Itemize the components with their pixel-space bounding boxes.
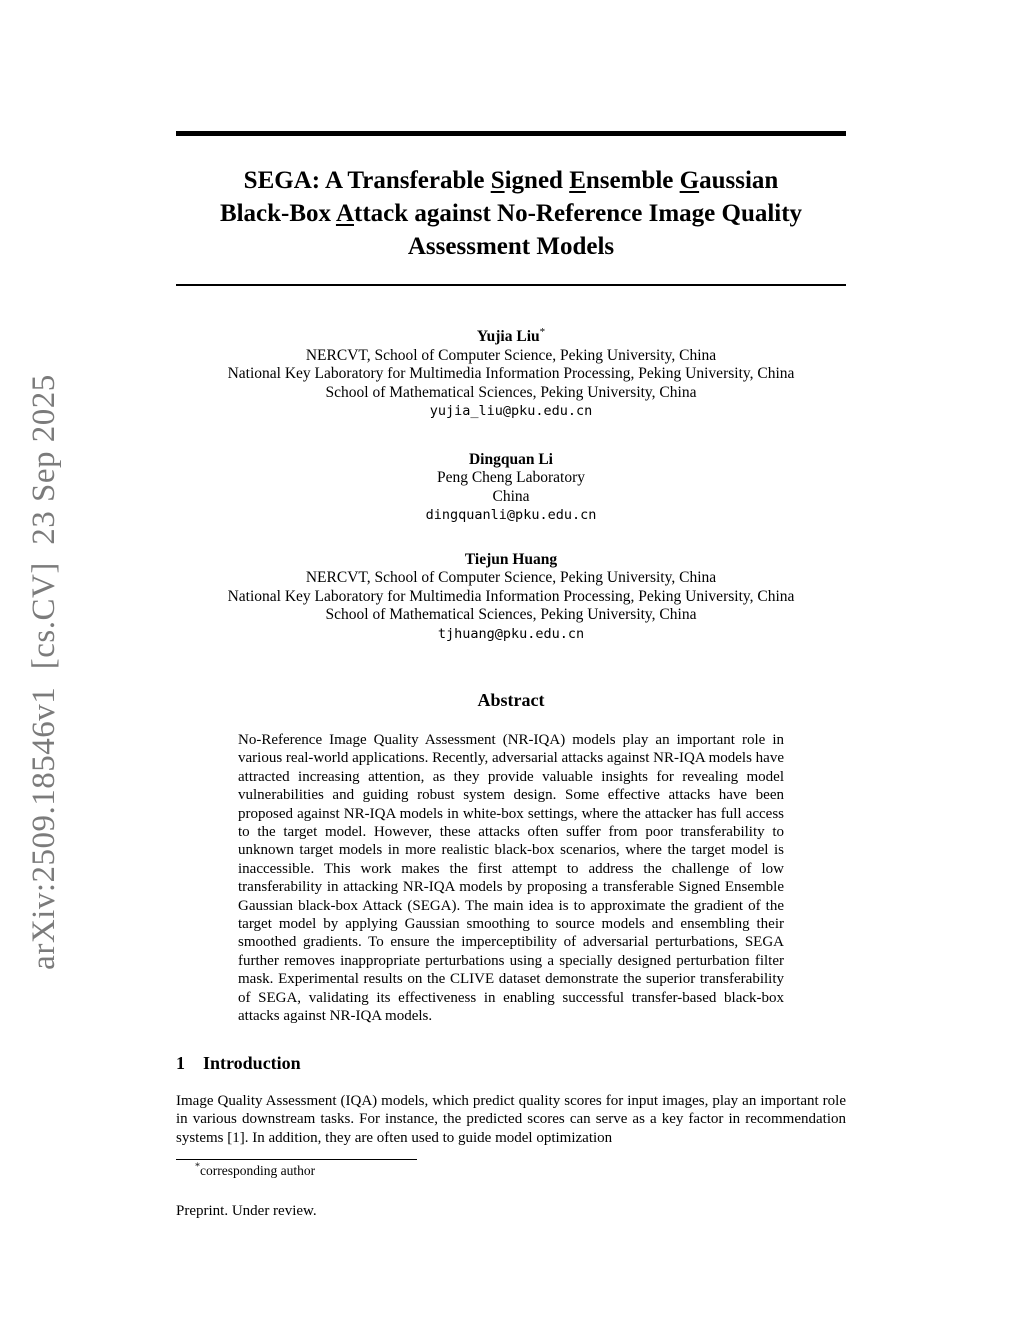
title-line-1 bbox=[176, 164, 846, 197]
section-title-text: Introduction bbox=[203, 1052, 301, 1073]
title-bottom-rule bbox=[176, 284, 846, 286]
corresponding-author-mark: * bbox=[539, 325, 546, 338]
title-text: aussian bbox=[699, 167, 779, 194]
paper-title bbox=[176, 164, 846, 263]
abstract-heading: Abstract bbox=[477, 690, 545, 710]
introduction-paragraph: Image Quality Assessment (IQA) models, which predict quality scores for input images, play an important role in various downstream tasks. For instance, the predicted scores can serve as a key factor in recommendation systems [1]. In addition, they are often used to guide model optimization bbox=[176, 1092, 846, 1146]
author-affiliation: School of Mathematical Sciences, Peking University, China bbox=[325, 383, 697, 401]
author-email: tjhuang@pku.edu.cn bbox=[437, 625, 585, 642]
title-text: Black-Box bbox=[219, 200, 336, 227]
author-name bbox=[176, 551, 846, 570]
author-name-text: Dingquan Li bbox=[468, 450, 553, 468]
title-underlined-letter: G bbox=[679, 167, 700, 194]
author-block-yujia-liu bbox=[176, 325, 846, 421]
title-text: SEGA: A Transferable bbox=[243, 167, 491, 194]
footnote-rule bbox=[176, 1159, 417, 1160]
title-text: nsemble bbox=[585, 167, 680, 194]
title-line-2 bbox=[176, 197, 846, 230]
title-text: Assessment Models bbox=[407, 233, 615, 260]
author-email: dingquanli@pku.edu.cn bbox=[425, 507, 597, 523]
title-underlined-letter: S bbox=[490, 167, 505, 194]
author-affiliation: National Key Laboratory for Multimedia Information Processing, Peking University, China bbox=[227, 587, 795, 605]
author-affiliation: School of Mathematical Sciences, Peking University, China bbox=[325, 606, 697, 623]
paper-page bbox=[176, 0, 846, 1221]
author-affiliation: NERCVT, School of Computer Science, Peking University, China bbox=[305, 569, 717, 586]
author-name-text: Tiejun Huang bbox=[464, 550, 558, 568]
section-number: 1 bbox=[176, 1052, 185, 1073]
preprint-notice: Preprint. Under review. bbox=[176, 1202, 317, 1219]
title-underlined-letter: E bbox=[569, 167, 586, 194]
author-affiliation: National Key Laboratory for Multimedia Information Processing, Peking University, China bbox=[227, 365, 795, 382]
author-affiliation: China bbox=[492, 487, 530, 505]
title-line-3 bbox=[176, 230, 846, 263]
author-email: yujia_liu@pku.edu.cn bbox=[429, 403, 593, 419]
author-name-text: Yujia Liu bbox=[476, 328, 540, 345]
footnote bbox=[176, 1162, 846, 1179]
abstract-text: No-Reference Image Quality Assessment (NR-IQA) models play an important role in various real-world applications. Recently, adversarial attacks against NR-IQA models have attracted increasing attention, as they provide valuable insights for revealing model vulnerabilities and guiding robust system design. Some effective attacks have been proposed against NR-IQA models in white-box settings, where the attacker has full access to the target model. However, these attacks often suffer from poor transferability to unknown target models in more realistic black-box scenarios, where the target model is inaccessible. This work makes the first attempt to address the challenge of low transferability in attacking NR-IQA models by proposing a transferable Signed Ensemble Gaussian black-box Attack (SEGA). The main idea is to approximate the gradient of the target model by applying Gaussian smoothing to source models and ensembling their smoothed gradients. To ensure the imperceptibility of adversarial perturbations, SEGA further removes inappropriate perturbations using a specially designed perturbation filter mask. Experimental results on the CLIVE dataset demonstrate the superior transferability of SEGA, validating its effectiveness in enabling successful transfer-based black-box attacks against NR-IQA models. bbox=[238, 732, 784, 1025]
author-affiliation: Peng Cheng Laboratory bbox=[436, 469, 586, 486]
footnote-marker: * bbox=[195, 1161, 200, 1173]
arxiv-watermark: arXiv:2509.18546v1 [cs.CV] 23 Sep 2025 bbox=[26, 374, 62, 970]
title-text: ttack against No-Reference Image Quality bbox=[354, 200, 803, 227]
title-underlined-letter: A bbox=[335, 200, 354, 227]
footnote-text: corresponding author bbox=[200, 1162, 316, 1178]
author-affiliation: NERCVT, School of Computer Science, Peking University, China bbox=[305, 346, 717, 364]
author-name bbox=[176, 451, 846, 470]
top-rule bbox=[176, 131, 846, 136]
section-heading-introduction bbox=[176, 1052, 846, 1074]
author-block-tiejun-huang bbox=[176, 551, 846, 644]
author-name bbox=[176, 325, 846, 347]
author-block-dingquan-li bbox=[176, 451, 846, 525]
title-text: igned bbox=[504, 167, 570, 194]
